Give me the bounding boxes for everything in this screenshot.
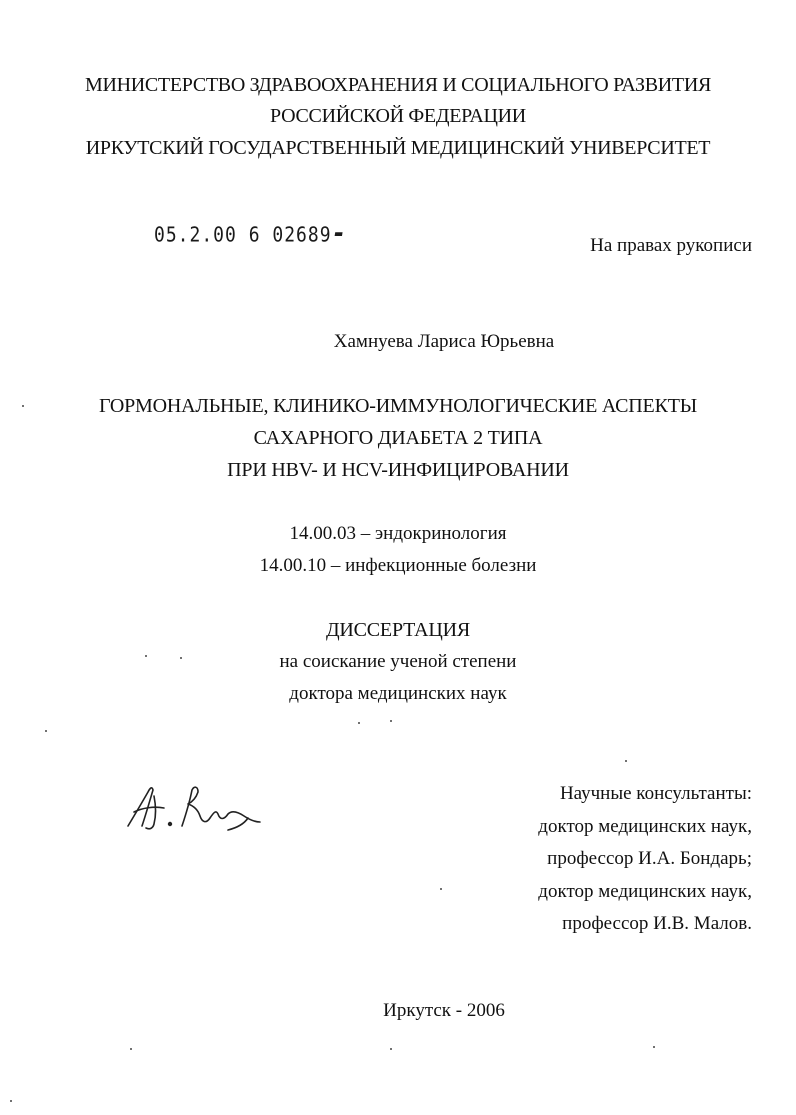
scan-speck — [625, 760, 627, 762]
scan-speck — [653, 1046, 655, 1048]
city-year: Иркутск - 2006 — [383, 1000, 505, 1021]
scan-speck — [145, 655, 147, 657]
scan-speck — [22, 405, 24, 407]
registration-stamp — [154, 215, 345, 248]
consultant-line: доктор медицинских наук, — [538, 880, 752, 902]
scan-speck — [45, 730, 47, 732]
scan-speck — [390, 720, 392, 722]
university-name: ИРКУТСКИЙ ГОСУДАРСТВЕННЫЙ МЕДИЦИНСКИЙ УНИВЕРСИТЕТ — [85, 137, 711, 159]
scan-speck — [390, 1048, 392, 1050]
consultant-line: профессор И.А. Бондарь; — [547, 848, 752, 869]
consultant-line: доктор медицинских наук, — [538, 815, 752, 837]
ministry-line-2: РОССИЙСКОЙ ФЕДЕРАЦИИ — [270, 105, 526, 127]
handwritten-signature — [120, 778, 265, 838]
specialty-infectious: 14.00.10 – инфекционные болезни — [259, 555, 537, 576]
title-line-1: ГОРМОНАЛЬНЫЕ, КЛИНИКО-ИММУНОЛОГИЧЕСКИЕ АСПЕКТЫ — [99, 395, 697, 417]
rights-note: На правах рукописи — [590, 235, 752, 256]
consultant-line: профессор И.В. Малов. — [562, 913, 752, 934]
ministry-line-1: МИНИСТЕРСТВО ЗДРАВООХРАНЕНИЯ И СОЦИАЛЬНОГО РАЗВИТИЯ — [84, 74, 712, 96]
scan-speck — [358, 722, 360, 724]
stamp-number: 05.2.00 6 02689 — [154, 223, 332, 248]
consultants-block — [538, 778, 752, 941]
stamp-mark: - — [333, 215, 345, 249]
scan-speck — [130, 1048, 132, 1050]
consultants-heading: Научные консультанты: — [559, 783, 752, 804]
degree-line-1: на соискание ученой степени — [279, 651, 517, 672]
degree-line-2: доктора медицинских наук — [289, 683, 507, 704]
title-line-2: САХАРНОГО ДИАБЕТА 2 ТИПА — [253, 427, 543, 449]
dissertation-heading: ДИССЕРТАЦИЯ — [325, 619, 471, 641]
specialty-endocrinology: 14.00.03 – эндокринология — [289, 523, 507, 544]
title-line-3: ПРИ HBV- И HCV-ИНФИЦИРОВАНИИ — [227, 459, 569, 481]
scan-speck — [10, 1100, 12, 1102]
scan-speck — [180, 657, 182, 659]
scan-speck — [440, 888, 442, 890]
author-name: Хамнуева Лариса Юрьевна — [333, 331, 555, 352]
